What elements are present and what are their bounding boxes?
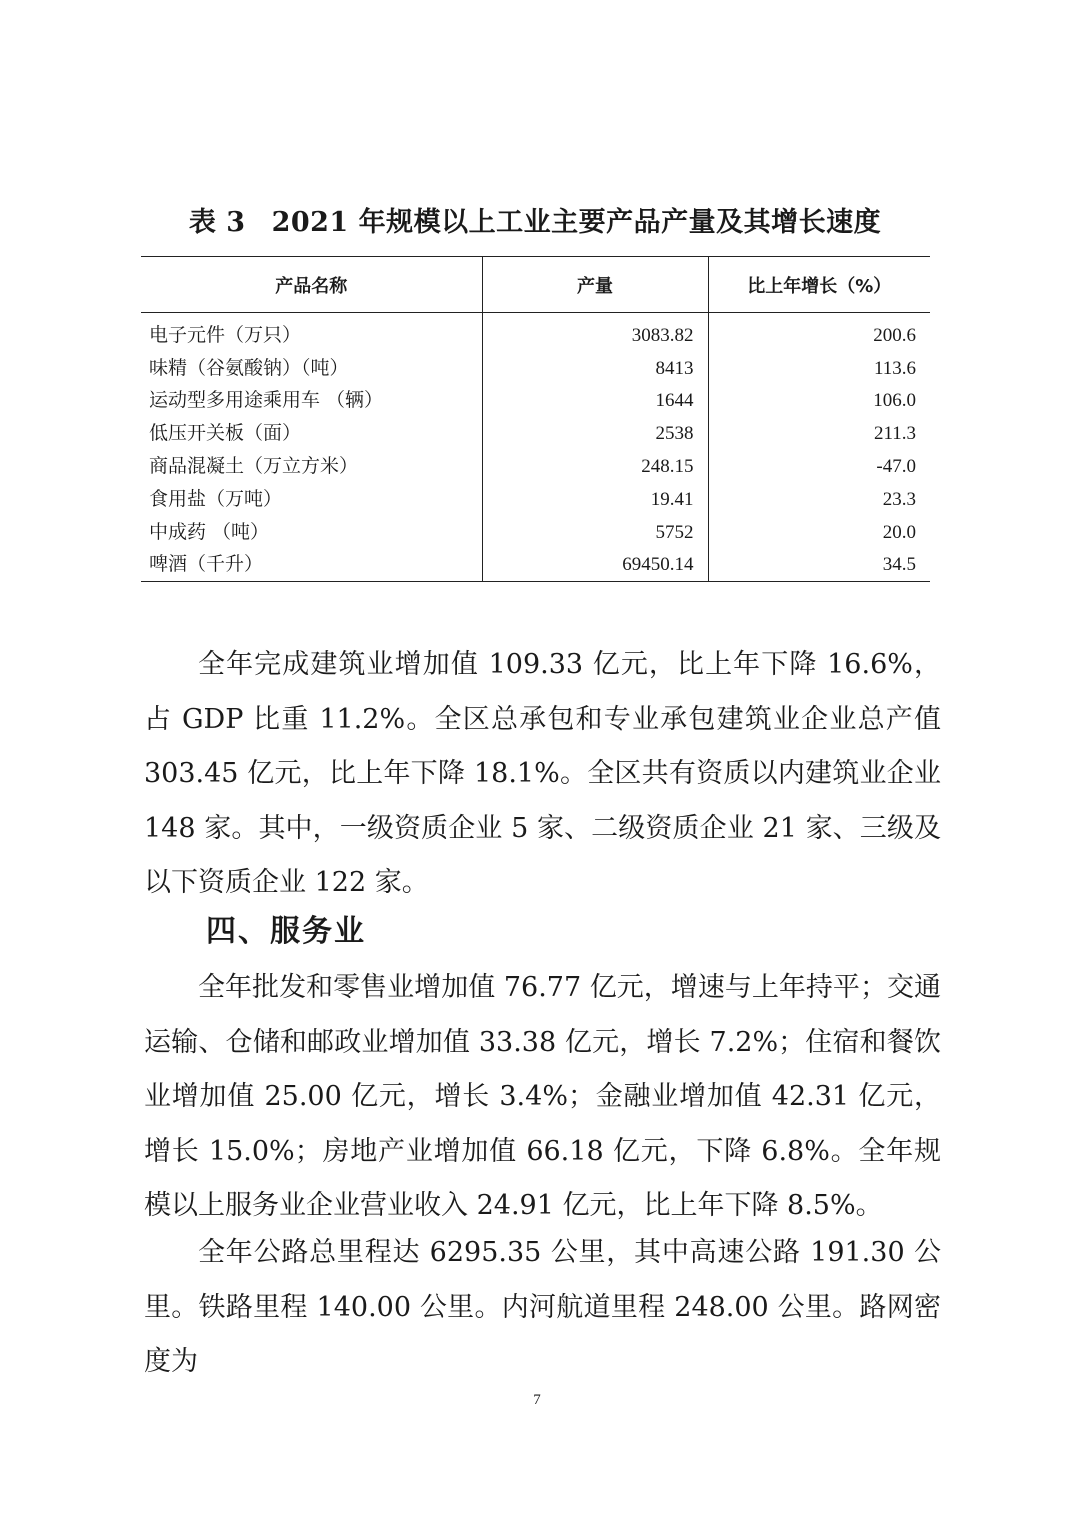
table-row xyxy=(141,385,930,418)
page-number: 7 xyxy=(533,1392,541,1408)
table-row xyxy=(141,352,930,385)
product-output: 3083.82 xyxy=(482,313,708,352)
product-output: 8413 xyxy=(482,352,708,385)
product-name: 啤酒（千升） xyxy=(141,549,482,582)
product-output: 5752 xyxy=(482,516,708,549)
product-output: 2538 xyxy=(482,417,708,450)
table-row xyxy=(141,483,930,516)
transport-paragraph-block xyxy=(144,1226,941,1390)
services-paragraph: 全年批发和零售业增加值 76.77 亿元，增速与上年持平；交通运输、仓储和邮政业增加值 33.38 亿元，增长 7.2%；住宿和餐饮业增加值 25.00 亿元，增长 3.4%；金融业增加值 42.31 亿元，增长 15.0%；房地产业增加值 66.18 亿元，下降 6.8%。全年规模以上服务业企业营业收入 24.91 亿元，比上年下降 8.5%。 xyxy=(144,972,941,1221)
product-name: 商品混凝土（万立方米） xyxy=(149,455,359,478)
product-growth: -47.0 xyxy=(708,450,930,483)
header-output: 产量 xyxy=(482,257,708,313)
product-name: 电子元件（万只） xyxy=(149,323,302,346)
table-row xyxy=(141,450,930,483)
table-row xyxy=(141,417,930,450)
section-heading: 四、服务业 xyxy=(206,914,366,949)
product-growth: 200.6 xyxy=(708,313,930,352)
construction-paragraph-block xyxy=(144,638,941,911)
header-product-name: 产品名称 xyxy=(141,257,482,313)
table-number: 表 3 xyxy=(188,207,246,238)
product-output: 1644 xyxy=(482,385,708,418)
product-growth: 113.6 xyxy=(708,352,930,385)
construction-paragraph: 全年完成建筑业增加值 109.33 亿元，比上年下降 16.6%，占 GDP 比重 11.2%。全区总承包和专业承包建筑业企业总产值 303.45 亿元，比上年下降 18.1%。全区共有资质以内建筑业企业 148 家。其中，一级资质企业 5 家、二级资质企业 21 家、三级及以下资质企业 122 家。 xyxy=(144,649,941,898)
table-title xyxy=(140,200,930,239)
product-name: 中成药 （吨） xyxy=(149,520,270,543)
product-name: 低压开关板（面） xyxy=(149,422,302,445)
transport-paragraph: 全年公路总里程达 6295.35 公里，其中高速公路 191.30 公里。铁路里程 140.00 公里。内河航道里程 248.00 公里。路网密度为 xyxy=(144,1237,941,1377)
table-title-text: 2021 年规模以上工业主要产品产量及其增长速度 xyxy=(271,207,882,238)
product-growth: 34.5 xyxy=(708,549,930,582)
services-paragraph-block xyxy=(144,961,941,1234)
product-growth: 106.0 xyxy=(708,385,930,418)
header-growth: 比上年增长（%） xyxy=(708,257,930,313)
table-header-row xyxy=(141,257,930,313)
product-output-table xyxy=(141,256,930,582)
product-growth: 23.3 xyxy=(708,483,930,516)
product-growth: 211.3 xyxy=(708,417,930,450)
product-name: 味精（谷氨酸钠）（吨） xyxy=(149,356,349,379)
product-output: 19.41 xyxy=(482,483,708,516)
product-output: 248.15 xyxy=(482,450,708,483)
table-row xyxy=(141,313,930,352)
table-row xyxy=(141,516,930,549)
product-name: 运动型多用途乘用车 （辆） xyxy=(149,389,384,412)
product-output: 69450.14 xyxy=(482,549,708,582)
product-name: 食用盐（万吨） xyxy=(149,487,283,510)
table-row xyxy=(141,549,930,582)
product-growth: 20.0 xyxy=(708,516,930,549)
